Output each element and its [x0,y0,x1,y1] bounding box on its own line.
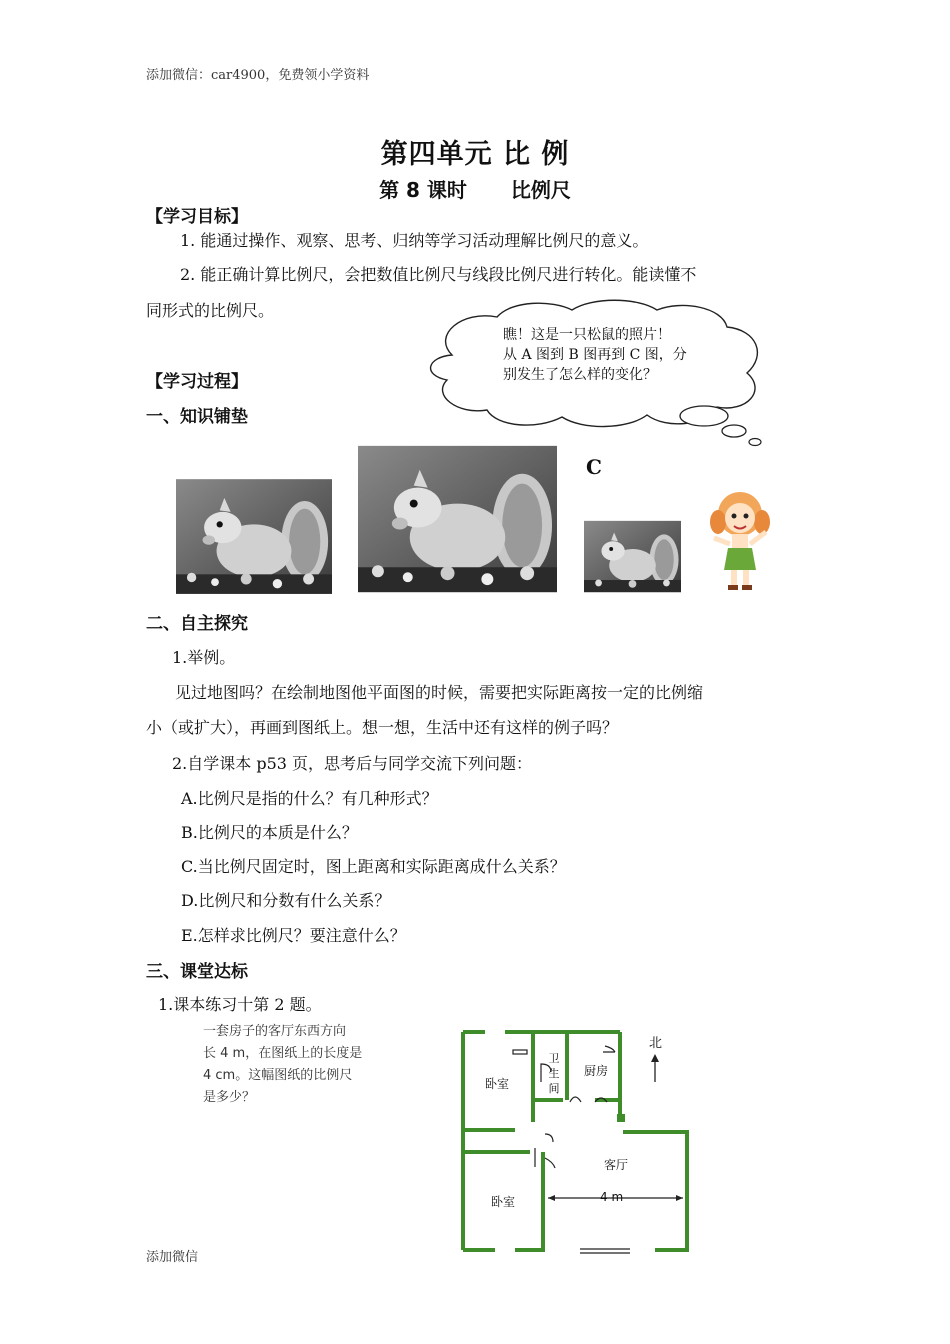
bathroom-char-3: 间 [548,1082,560,1095]
explore-question-d: D.比例尺和分数有什么关系？ [181,891,391,910]
squirrel-photo-c [584,520,681,593]
section-2-heading: 二、自主探究 [146,614,248,634]
goals-heading: 【学习目标】 [146,207,248,227]
floor-plan-details [513,1046,630,1253]
cloud-line-2: 从 A 图到 B 图再到 C 图，分 [503,347,687,363]
section-3-heading: 三、课堂达标 [146,962,248,982]
explore-q1: 1.举例。 [172,648,236,667]
lesson-name: 比例尺 [510,178,571,202]
problem-line-1: 一套房子的客厅东西方向 [203,1024,347,1039]
unit-title: 第四单元 比 例 [380,139,570,170]
goal-item-2-line1: 2. 能正确计算比例尺，会把数值比例尺与线段比例尺进行转化。能读懂不 [180,265,697,284]
goal-item-2-line2: 同形式的比例尺。 [146,301,275,320]
practice-q1: 1.课本练习十第 2 题。 [158,995,322,1014]
explore-question-e: E.怎样求比例尺？要注意什么？ [181,926,406,945]
floor-plan-walls [463,1032,687,1250]
north-label: 北 [649,1036,663,1051]
explore-q1-text-line1: 见过地图吗？在绘制地图他平面图的时候，需要把实际距离按一定的比例缩 [175,683,704,702]
room-bedroom-1: 卧室 [485,1077,510,1091]
cartoon-girl [704,486,776,594]
cloud-line-1: 瞧！这是一只松鼠的照片！ [503,327,671,343]
problem-line-4: 是多少？ [203,1090,256,1105]
explore-q2: 2.自学课本 p53 页，思考后与同学交流下列问题： [172,754,533,773]
squirrel-photo-a [176,479,332,594]
lesson-title [0,174,950,203]
process-heading: 【学习过程】 [146,372,248,392]
problem-line-2: 长 4 m，在图纸上的长度是 [203,1046,363,1061]
dimension-label: 4 m [600,1190,624,1204]
explore-q1-text-line2: 小（或扩大），再画到图纸上。想一想，生活中还有这样的例子吗？ [146,718,619,737]
goal-item-1: 1. 能通过操作、观察、思考、归纳等学习活动理解比例尺的意义。 [180,231,649,250]
room-bedroom-2: 卧室 [491,1195,516,1209]
room-living: 客厅 [604,1158,629,1172]
explore-question-c: C.当比例尺固定时，图上距离和实际距离成什么关系？ [181,857,566,876]
squirrel-photo-b [358,445,557,593]
problem-line-3: 4 cm。这幅图纸的比例尺 [203,1068,353,1083]
explore-question-b: B.比例尺的本质是什么？ [181,823,358,842]
cloud-line-3: 别发生了怎么样的变化？ [503,367,657,383]
north-arrow [651,1054,659,1082]
floor-plan [455,1022,695,1257]
header-watermark: 添加微信：car4900，免费领小学资料 [146,68,370,83]
room-kitchen: 厨房 [584,1064,609,1078]
section-1-heading: 一、知识铺垫 [146,407,248,427]
photo-c-label: C [586,455,602,479]
explore-question-a: A.比例尺是指的什么？有几种形式？ [181,789,438,808]
lesson-number: 第 8 课时 [379,178,467,202]
room-bathroom [547,1051,561,1096]
bathroom-char-2: 生 [548,1067,560,1080]
footer-watermark: 添加微信 [146,1250,199,1265]
bathroom-char-1: 卫 [548,1052,560,1065]
